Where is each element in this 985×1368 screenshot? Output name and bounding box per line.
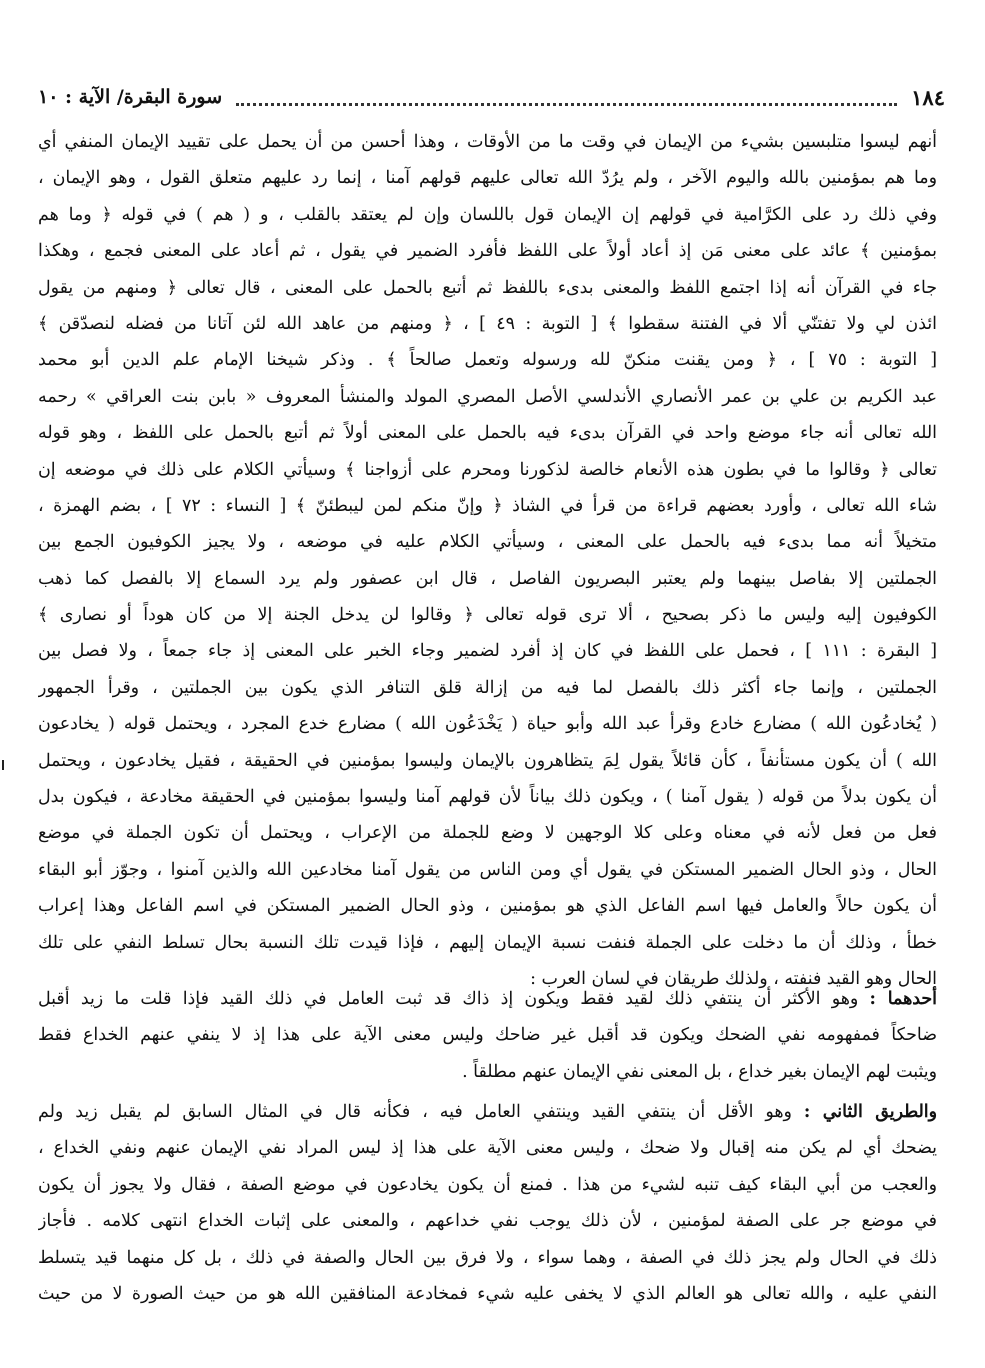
text-line: يضحك أي لم يكن منه إقبال ولا ضحك ، وليس معنى الآية على هذا إذ ليس المراد نفي الإيمان عنهم ونفي الخداع ، [38, 1138, 937, 1159]
text-line: شاء الله تعالى ، وأورد بعضهم قراءة من قرأ في الشاذ ﴿ وإنّ منكم لمن ليبطئنّ ﴾ [ النساء : ٧٢ ] ، بضم الهمزة ، [38, 495, 937, 516]
surah-reference: سورة البقرة/ الآية : ١٠ [38, 86, 223, 108]
first-method-paragraph [38, 981, 937, 1090]
text-line: الجملتين إلا بفاصل بينهما ولم يعتبر البصريون الفاصل ، قال ابن عصفور ولم يرد السماع إلا بالفصل كما ذهب [38, 568, 937, 589]
text-line: ضاحكاً فمفهومه نفي الضحك ويكون قد أقبل غير ضاحك وليس معنى الآية على هذا إذ لا ينفي عنهم الخداع فقط [38, 1025, 937, 1046]
second-method-paragraph [38, 1094, 937, 1312]
text-line: فعل من فعل لأنه في معناه وعلى كلا الوجهين لا وضع للجملة من الإعراب ، ويحتمل أن تكون الجملة في موضع [38, 823, 937, 844]
text-line: ويثبت لهم الإيمان بغير خداع ، بل المعنى نفي الإيمان عنهم مطلقاً . [462, 1061, 937, 1082]
text-line: الحال وهو القيد فنفته ، ولذلك طريقان في لسان العرب : [530, 968, 937, 989]
text-line: [ البقرة : ١١١ ] ، فحمل على اللفظ في كان إذ أفرد لضمير وجاء الخبر على المعنى إذ جاء جمعاً ، ولا فصل بين [38, 641, 937, 662]
text-line: الكوفيون إليه وليس ما ذكر بصحيح ، ألا ترى قوله تعالى ﴿ وقالوا لن يدخل الجنة إلا من كان هوداً أو نصارى ﴾ [38, 605, 937, 626]
text-line: [ التوبة : ٧٥ ] ، ﴿ ومن يقنت منكنّ لله ورسوله وتعمل صالحاً ﴾ . وذكر شيخنا الإمام علم الدين أبو محمد [38, 350, 937, 371]
text-line [38, 981, 937, 1017]
text-line: الله ) أن يكون مستأنفاً ، كأن قائلاً يقول لِمَ يتظاهرون بالإيمان وليسوا بمؤمنين في الحقيقة ، فقيل يخادعون ، ويحتمل [38, 750, 937, 771]
main-paragraph [38, 124, 937, 997]
header-dotted-leader [236, 95, 897, 106]
second-method-heading: والطريق الثاني : [803, 1102, 937, 1122]
text-line: أن يكون بدلاً من قوله ( يقول آمنا ) ، ويكون ذلك بياناً لأن قولهم آمنا وليسوا بمؤمنين في الحقيقة مخادعة ، فيكون بدل [38, 787, 937, 808]
text-line: عبد الكريم بن علي بن عمر الأنصاري الأندلسي الأصل المصري المولد والمنشأ المعروف « بابن بنت العراقي » رحمه [38, 386, 937, 407]
text-line: خطأ ، وذلك أن ما دخلت على الجملة فنفت نسبة الإيمان إليهم ، فإذا قيدت تلك النسبة بحال تسلط النفي على تلك [38, 932, 937, 953]
text-span: وهو الأكثر أن ينتفي ذلك لقيد فقط ويكون إذ ذاك قد ثبت العامل في ذلك القيد فإذا قلت ما زيد أقبل [38, 989, 859, 1009]
text-line: ( يُخادعُون الله ) مضارع خادع وقرأ عبد الله وأبو حياة ( يَخْدَعُون الله ) مضارع خدع المجرد ، ويحتمل قوله ( يخادعون [38, 714, 937, 735]
text-line: ائذن لي ولا تفتنّي ألا في الفتنة سقطوا ﴾ [ التوبة : ٤٩ ] ، ﴿ ومنهم من عاهد الله لئن آتانا من فضله لنصدّقن ﴾ [38, 313, 937, 334]
text-line: في موضع جر على الصفة لمؤمنين ، لأن ذلك يوجب نفي خداعهم ، والمعنى على إثبات الخداع انتهى كلامه . فأجاز [38, 1211, 937, 1232]
scan-edge-mark [2, 760, 4, 770]
text-span: وهو الأقل أن ينتفي القيد وينتفي العامل فيه ، فكأنه قال في المثال السابق لم يقبل زيد ولم [38, 1102, 792, 1122]
text-line: الجملتين ، وإنما جاء أكثر ذلك بالفصل لما فيه من إزالة قلق التنافر الذي يكون بين الجملتين ، وقرأ الجمهور [38, 677, 937, 698]
page-number: ١٨٤ [911, 84, 945, 110]
text-line: متخيلاً أنه مما بدىء فيه بالحمل على المعنى ، وسيأتي الكلام عليه في موضعه ، ولا يجيز الكوفيون الجمع بين [38, 532, 937, 553]
text-line: وما هم بمؤمنين بالله واليوم الآخر ، ولم يرُدّ الله تعالى عليهم قولهم آمنا ، إنما رد عليهم متعلق القول ، وهو الإيمان ، [38, 168, 937, 189]
text-line: وفي ذلك رد على الكرَّامية في قولهم إن الإيمان قول باللسان وإن لم يعتقد بالقلب ، و ( هم ) في قوله ﴿ وما هم [38, 204, 937, 225]
text-line [38, 1094, 937, 1130]
text-line: بمؤمنين ﴾ عائد على معنى مَن إذ أعاد أولاً على اللفظ فأفرد الضمير في يقول ، ثم أعاد على المعنى فجمع ، وهكذا [38, 241, 937, 262]
text-line: جاء في القرآن أنه إذا اجتمع اللفظ والمعنى بدىء باللفظ ثم أتبع بالحمل على المعنى ، قال تعالى ﴿ ومنهم من يقول [38, 277, 937, 298]
text-line: ذلك في الحال ولم يجز ذلك في الصفة ، وهما سواء ، ولا فرق بين الحال والصفة في ذلك ، بل كل منهما قيد يتسلط [38, 1247, 937, 1268]
page-header [38, 84, 945, 110]
text-line: الله تعالى أنه جاء موضع واحد في القرآن بدىء فيه بالحمل على المعنى أولاً ثم أتبع بالحمل على اللفظ ، وهو قوله [38, 423, 937, 444]
text-line: والعجب من أبي البقاء كيف تنبه لشيء من هذا . فمنع أن يكون يخادعون في موضع الصفة ، فقال ولا يجوز أن يكون [38, 1174, 937, 1195]
text-line: الحال ، وذو الحال الضمير المستكن في يقول أي ومن الناس من يقول آمنا مخادعين الله والذين آمنوا ، وجوّز أبو البقاء [38, 859, 937, 880]
first-method-heading: أحدهما : [869, 989, 937, 1009]
text-line: النفي عليه ، والله تعالى هو العالم الذي لا يخفى عليه شيء فمخادعة المنافقين الله هو من حيث الصورة لا من حيث [38, 1283, 937, 1304]
text-line: أن يكون حالاً والعامل فيها اسم الفاعل الذي هو بمؤمنين ، وذو الحال الضمير المستكن في اسم الفاعل وهذا إعراب [38, 896, 937, 917]
text-line: تعالى ﴿ وقالوا ما في بطون هذه الأنعام خالصة لذكورنا ومحرم على أزواجنا ﴾ وسيأتي الكلام على ذلك في موضعه إن [38, 459, 937, 480]
text-line: أنهم ليسوا متلبسين بشيء من الإيمان في وقت ما من الأوقات ، وهذا أحسن من أن يحمل على تقييد الإيمان المنفي أي [38, 132, 937, 152]
